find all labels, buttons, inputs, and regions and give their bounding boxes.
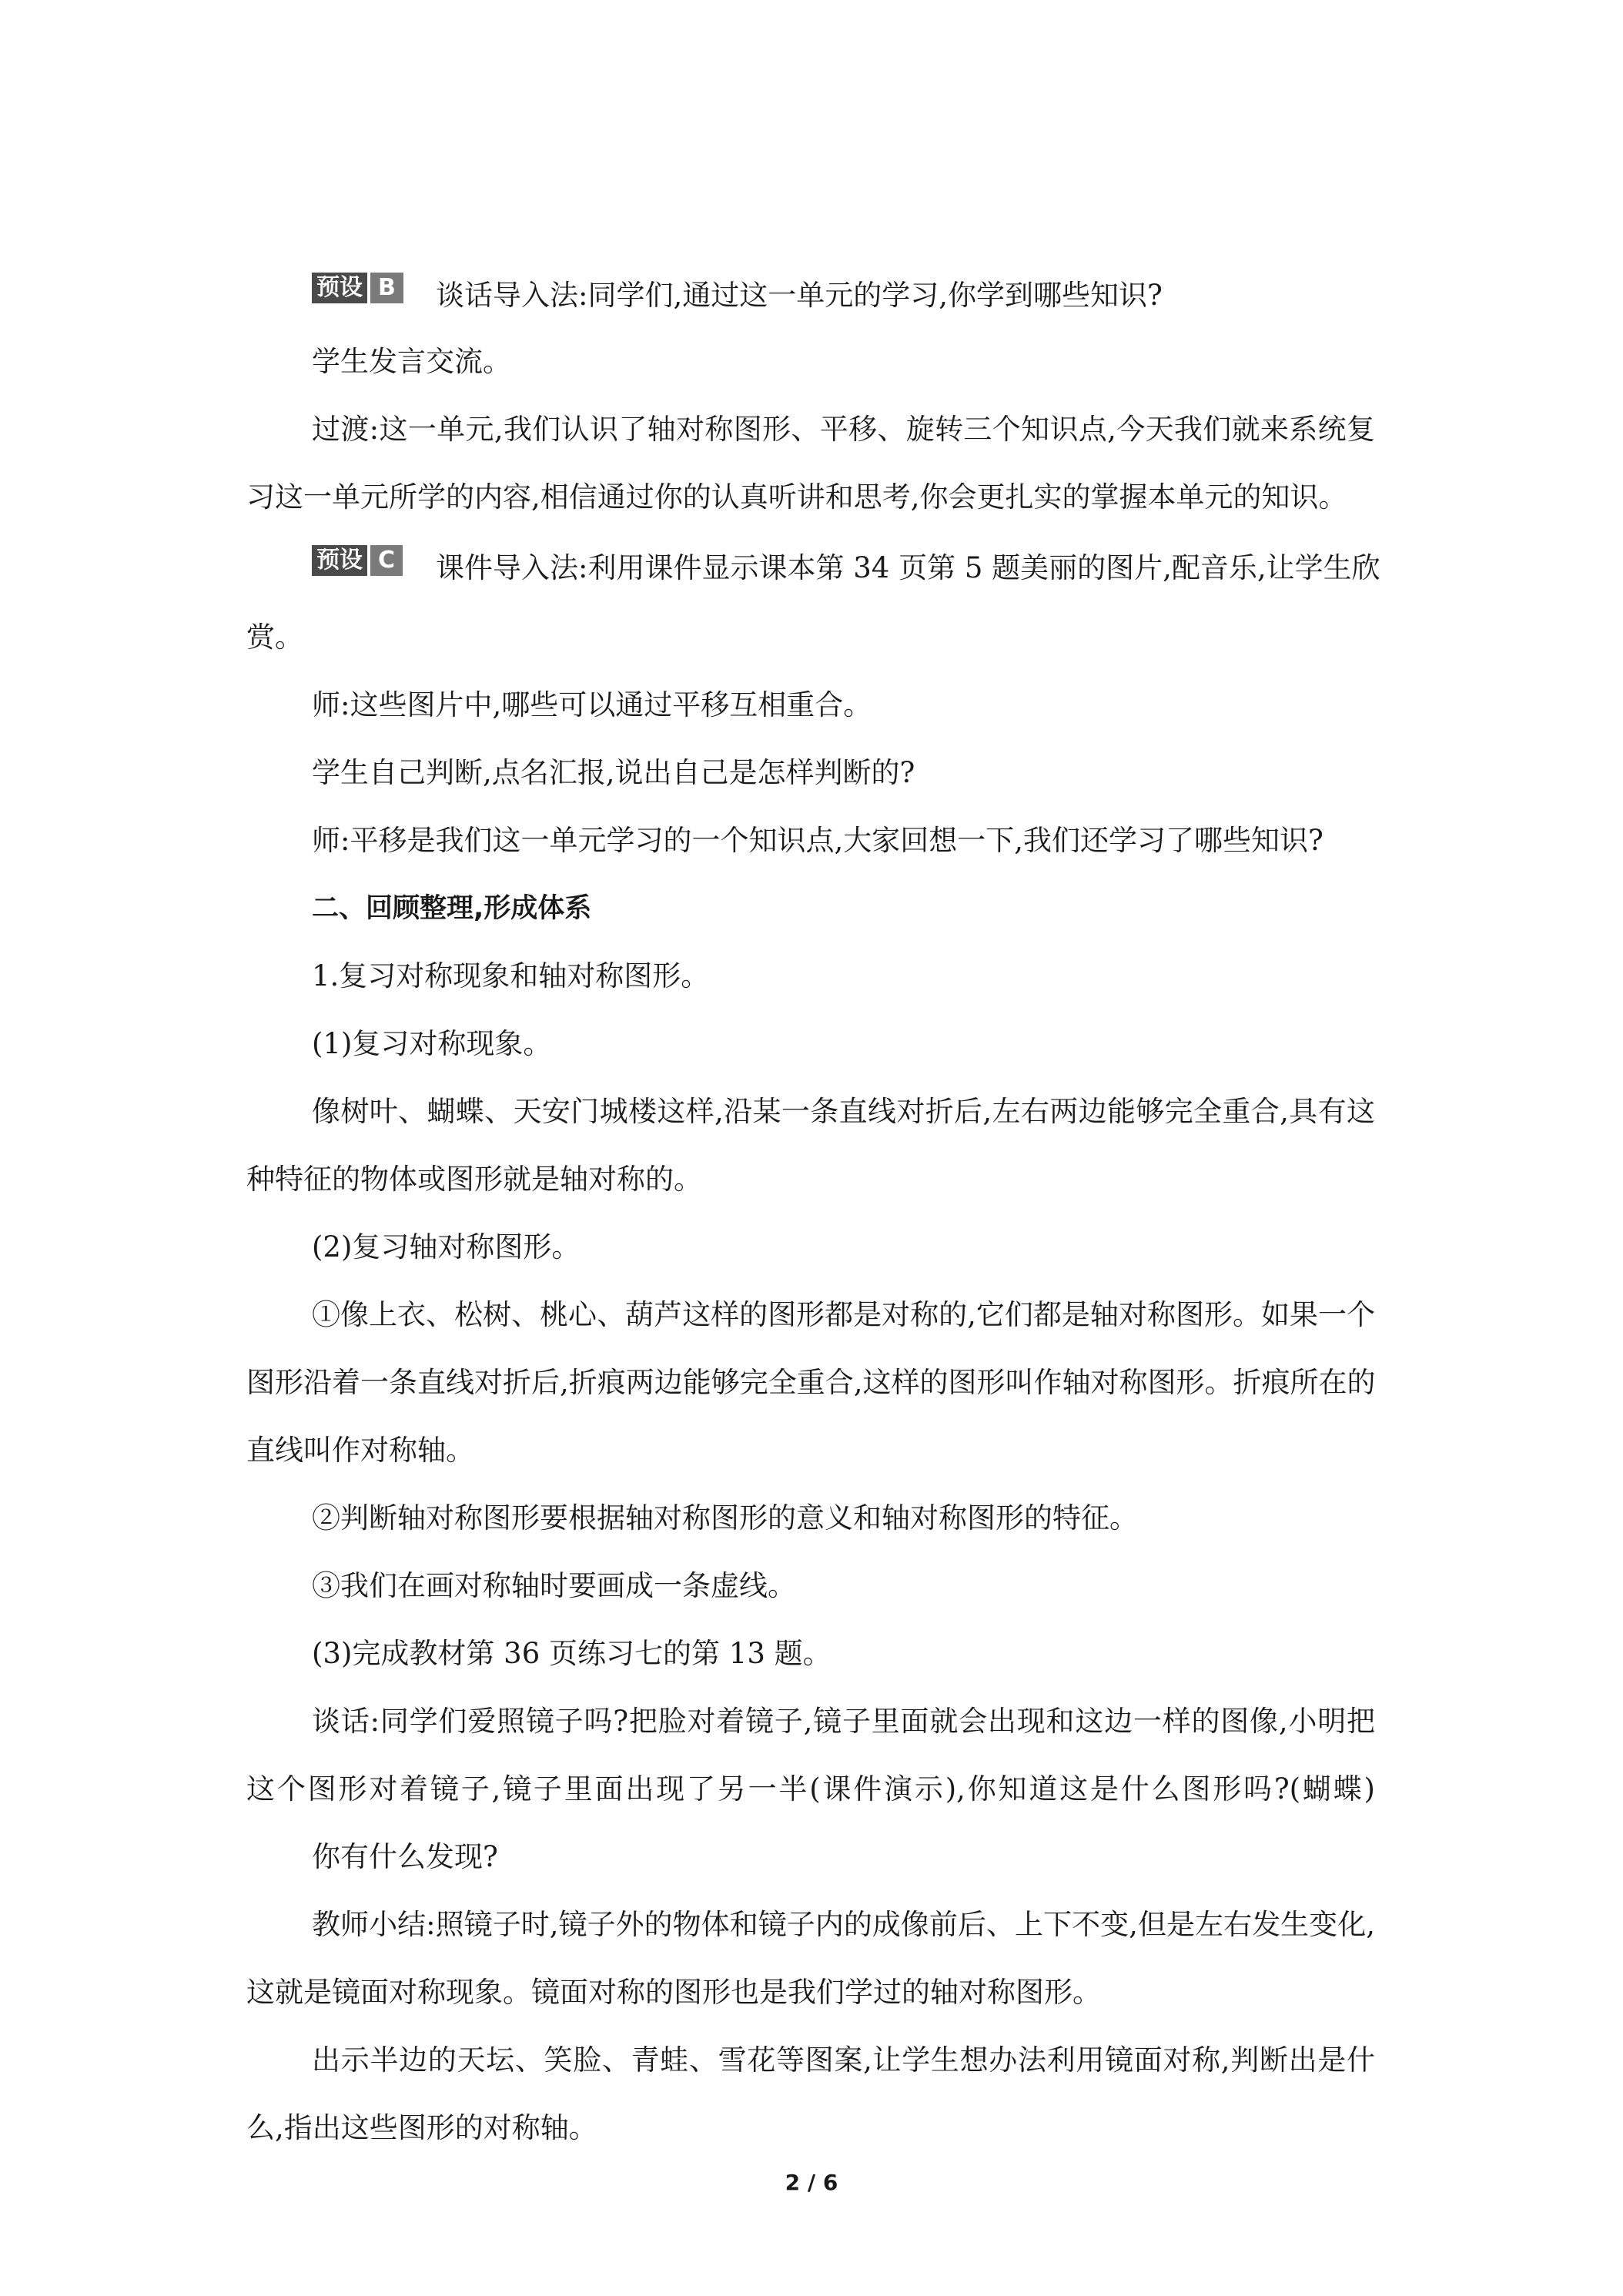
list-item: (1)复习对称现象。 <box>312 1027 552 1060</box>
paragraph: ①像上衣、松树、桃心、葫芦这样的图形都是对称的,它们都是轴对称图形。如果一个 <box>312 1298 1375 1331</box>
preset-b-text: 谈话导入法:同学们,通过这一单元的学习,你学到哪些知识? <box>436 279 1163 312</box>
paragraph: 直线叫作对称轴。 <box>246 1434 474 1467</box>
preset-c-text: 赏。 <box>246 621 303 654</box>
paragraph: ③我们在画对称轴时要画成一条虚线。 <box>312 1569 796 1602</box>
paragraph: 师:这些图片中,哪些可以通过平移互相重合。 <box>312 688 872 721</box>
preset-c-badge <box>312 545 403 576</box>
preset-badge-label: 预设 <box>312 545 367 576</box>
paragraph: 师:平移是我们这一单元学习的一个知识点,大家回想一下,我们还学习了哪些知识? <box>312 824 1323 857</box>
paragraph: 学生自己判断,点名汇报,说出自己是怎样判断的? <box>312 756 915 789</box>
paragraph: 学生发言交流。 <box>312 345 511 378</box>
paragraph: 这就是镜面对称现象。镜面对称的图形也是我们学过的轴对称图形。 <box>246 1976 1101 2009</box>
paragraph: 谈话:同学们爱照镜子吗?把脸对着镜子,镜子里面就会出现和这边一样的图像,小明把 <box>312 1705 1375 1738</box>
preset-c-text: 课件导入法:利用课件显示课本第 34 页第 5 题美丽的图片,配音乐,让学生欣 <box>436 551 1380 584</box>
paragraph: ②判断轴对称图形要根据轴对称图形的意义和轴对称图形的特征。 <box>312 1501 1138 1535</box>
preset-badge-letter: B <box>370 273 403 303</box>
paragraph: 教师小结:照镜子时,镜子外的物体和镜子内的成像前后、上下不变,但是左右发生变化, <box>312 1908 1375 1941</box>
paragraph: 出示半边的天坛、笑脸、青蛙、雪花等图案,让学生想办法利用镜面对称,判断出是什 <box>312 2043 1375 2077</box>
list-item: 1.复习对称现象和轴对称图形。 <box>312 959 710 992</box>
paragraph: 你有什么发现? <box>312 1840 498 1873</box>
paragraph: 过渡:这一单元,我们认识了轴对称图形、平移、旋转三个知识点,今天我们就来系统复 <box>312 413 1375 446</box>
paragraph: 么,指出这些图形的对称轴。 <box>246 2111 597 2144</box>
list-item: (2)复习轴对称图形。 <box>312 1230 581 1263</box>
paragraph: 这个图形对着镜子,镜子里面出现了另一半(课件演示),你知道这是什么图形吗?(蝴蝶) <box>246 1772 1375 1806</box>
paragraph: 图形沿着一条直线对折后,折痕两边能够完全重合,这样的图形叫作轴对称图形。折痕所在的 <box>246 1366 1376 1399</box>
preset-badge-letter: C <box>370 545 403 576</box>
page-number: 2 / 6 <box>785 2170 838 2195</box>
paragraph: 像树叶、蝴蝶、天安门城楼这样,沿某一条直线对折后,左右两边能够完全重合,具有这 <box>312 1095 1375 1128</box>
list-item: (3)完成教材第 36 页练习七的第 13 题。 <box>312 1637 832 1670</box>
preset-badge-label: 预设 <box>312 273 367 303</box>
section-heading: 二、回顾整理,形成体系 <box>312 893 592 924</box>
preset-b-badge <box>312 273 403 303</box>
paragraph: 习这一单元所学的内容,相信通过你的认真听讲和思考,你会更扎实的掌握本单元的知识。 <box>246 480 1347 514</box>
paragraph: 种特征的物体或图形就是轴对称的。 <box>246 1163 702 1196</box>
